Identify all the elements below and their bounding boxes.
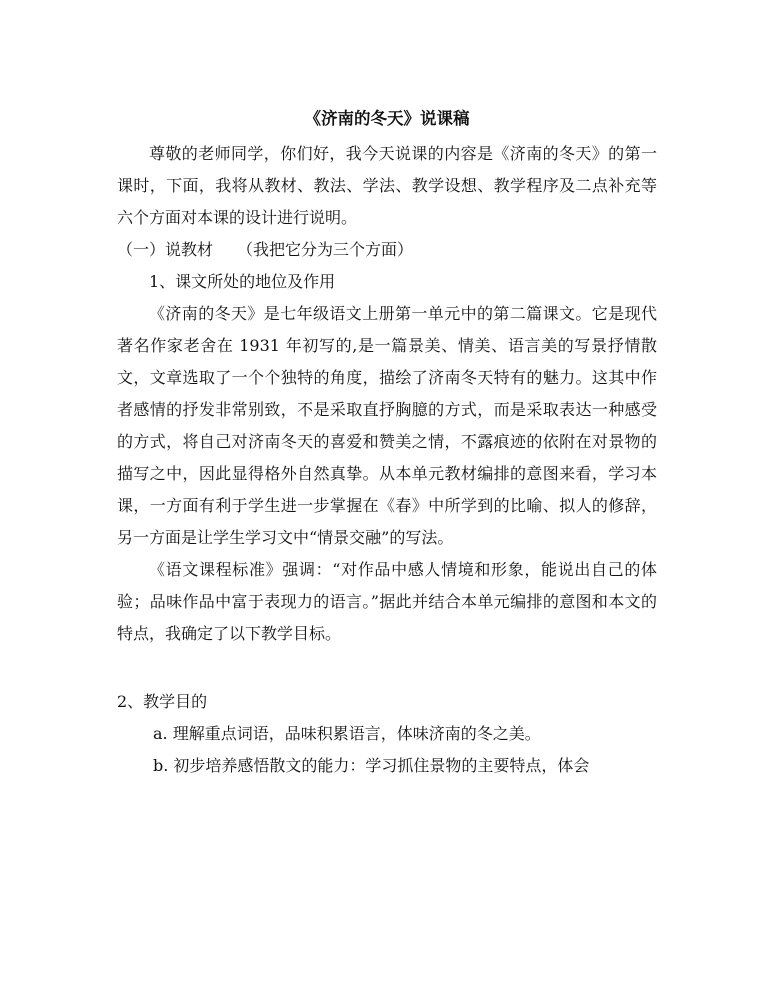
intro-paragraph: 尊敬的老师同学，你们好，我今天说课的内容是《济南的冬天》的第一课时，下面，我将从教材、教法、学法、教学设想、教学程序及二点补充等六个方面对本课的设计进行说明。	[117, 144, 657, 227]
blank-line	[117, 650, 657, 682]
section-heading-teaching-material: （一）说教材 （我把它分为三个方面）	[117, 240, 414, 259]
document-title: 《济南的冬天》说课稿	[304, 109, 470, 128]
goal-item-b: b. 初步培养感悟散文的能力：学习抓住景物的主要特点，体会	[153, 756, 590, 775]
position-role-paragraph: 《济南的冬天》是七年级语文上册第一单元中的第二篇课文。它是现代著名作家老舍在 1931 年初写的,是一篇景美、情美、语言美的写景抒情散文，文章选取了一个个独特的角度，描绘了济南冬天特有的魅力。这其中作者感情的抒发非常别致，不是采取直抒胸臆的方式，而是采取表达一种感受的方式，将自己对济南冬天的喜爱和赞美之情，不露痕迹的依附在对景物的描写之中，因此显得格外自然真挚。从本单元教材编排的意图来看，学习本课，一方面有利于学生进一步掌握在《春》中所学到的比喻、拟人的修辞，另一方面是让学生学习文中“情景交融”的写法。	[117, 304, 657, 547]
item-heading-teaching-goals: 2、教学目的	[117, 692, 208, 711]
goal-item-a: a. 理解重点词语，品味积累语言，体味济南的冬之美。	[153, 724, 541, 743]
document-body	[117, 104, 657, 782]
item-heading-position-role: 1、课文所处的地位及作用	[149, 272, 336, 291]
curriculum-standard-paragraph: 《语文课程标准》强调：“对作品中感人情境和形象，能说出自己的体验；品味作品中富于表现力的语言。”据此并结合本单元编排的意图和本文的特点，我确定了以下教学目标。	[117, 560, 657, 643]
